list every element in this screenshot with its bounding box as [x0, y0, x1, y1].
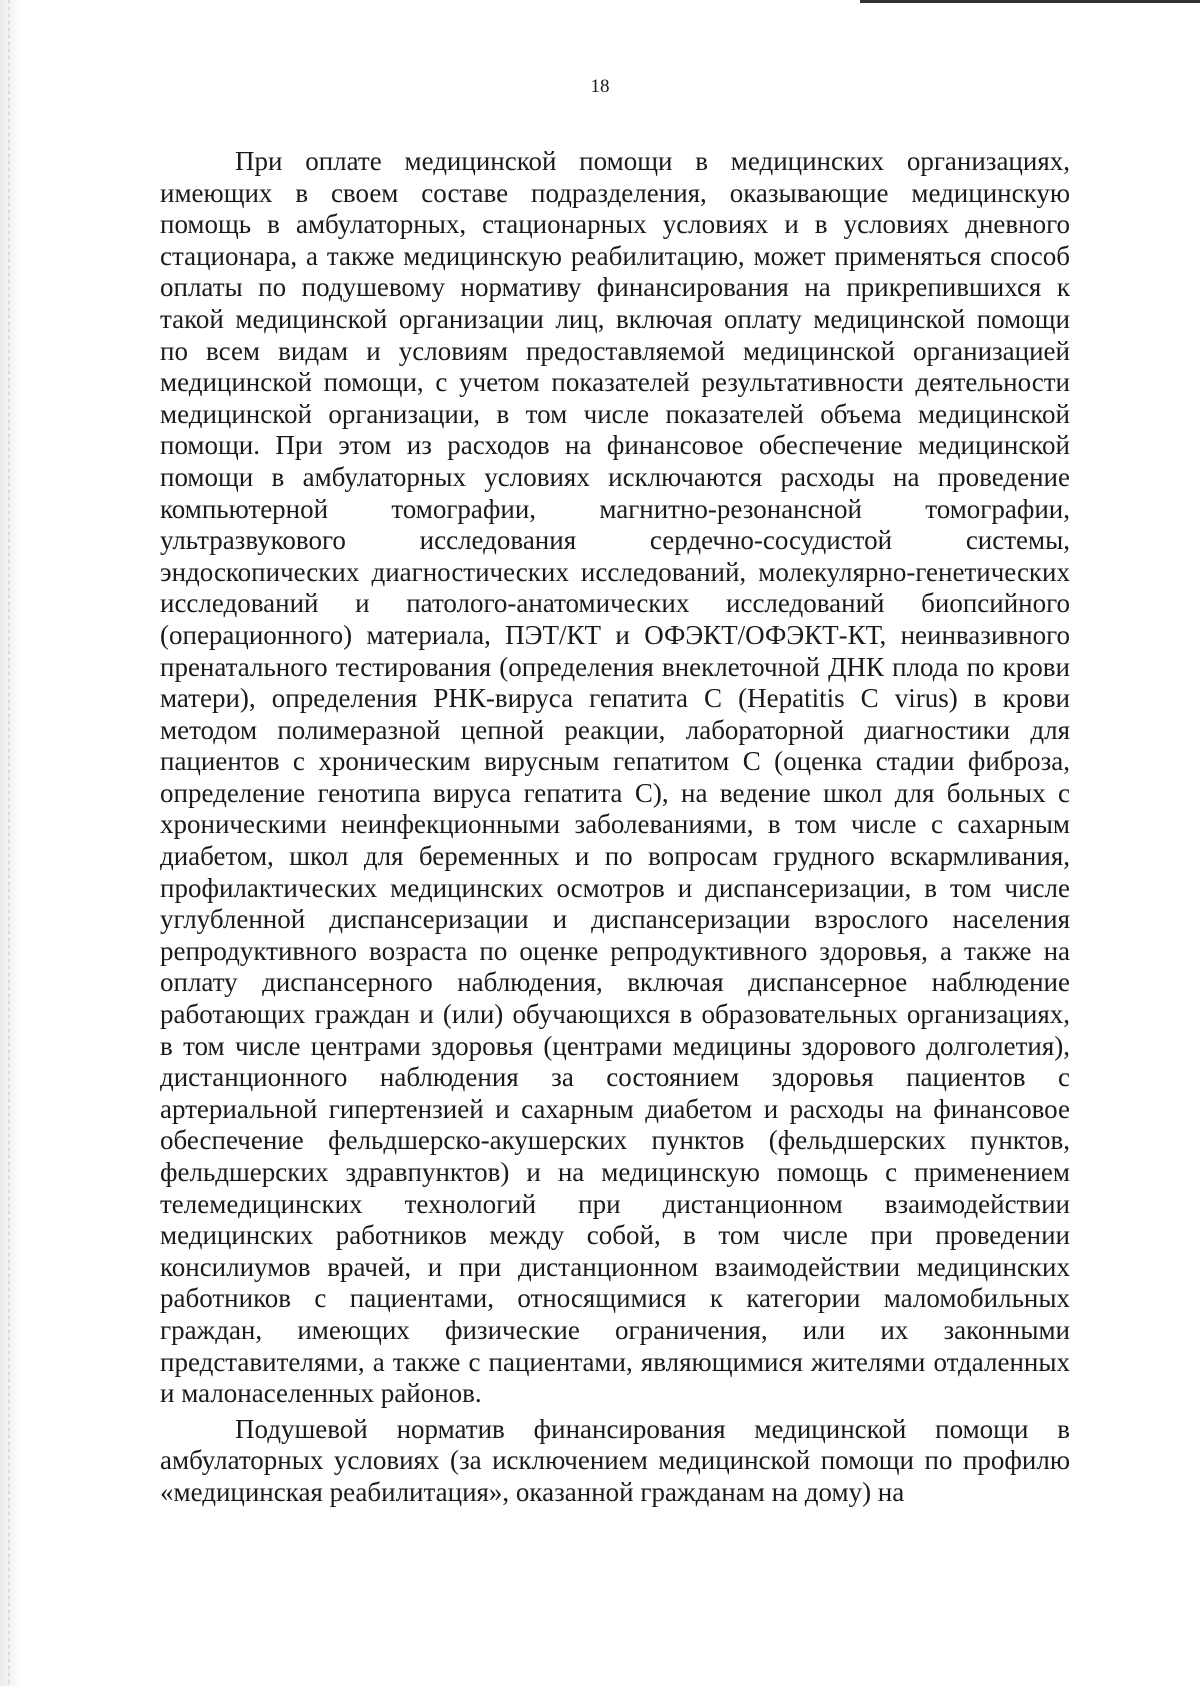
document-body: [160, 146, 1070, 1509]
scan-top-rule: [860, 0, 1200, 3]
scan-edge-shadow: [0, 0, 22, 1686]
paragraph-per-capita-standard: Подушевой норматив финансирования медицинской помощи в амбулаторных условиях (за исключением медицинской помощи по профилю «медицинская реабилитация», оказанной гражданам на дому) на: [160, 1413, 1070, 1507]
page-number: 18: [590, 76, 610, 97]
paragraph-payment-methods: При оплате медицинской помощи в медицинских организациях, имеющих в своем составе подразделения, оказывающие медицинскую помощь в амбулаторных, стационарных условиях и в условиях дневного стационара, а также медицинскую реабилитацию, может применяться способ оплаты по подушевому нормативу финансирования на прикрепившихся к такой медицинской организации лиц, включая оплату медицинской помощи по всем видам и условиям предоставляемой медицинской организацией медицинской помощи, с учетом показателей результативности деятельности медицинской организации, в том числе показателей объема медицинской помощи. При этом из расходов на финансовое обеспечение медицинской помощи в амбулаторных условиях исключаются расходы на проведение компьютерной томографии, магнитно-резонансной томографии, ультразвукового исследования сердечно-сосудистой системы, эндоскопических диагностических исследований, молекулярно-генетических исследований и патолого-анатомических исследований биопсийного (операционного) материала, ПЭТ/КТ и ОФЭКТ/ОФЭКТ-КТ, неинвазивного пренатального тестирования (определения внеклеточной ДНК плода по крови матери), определения РНК-вируса гепатита С (Hepatitis C virus) в крови методом полимеразной цепной реакции, лабораторной диагностики для пациентов с хроническим вирусным гепатитом С (оценка стадии фиброза, определение генотипа вируса гепатита С), на ведение школ для больных с хроническими неинфекционными заболеваниями, в том числе с сахарным диабетом, школ для беременных и по вопросам грудного вскармливания, профилактических медицинских осмотров и диспансеризации, в том числе углубленной диспансеризации и диспансеризации взрослого населения репродуктивного возраста по оценке репродуктивного здоровья, а также на оплату диспансерного наблюдения, включая диспансерное наблюдение работающих граждан и (или) обучающихся в образовательных организациях, в том числе центрами здоровья (центрами медицины здорового долголетия), дистанционного наблюдения за состоянием здоровья пациентов с артериальной гипертензией и сахарным диабетом и расходы на финансовое обеспечение фельдшерско-акушерских пунктов (фельдшерских пунктов, фельдшерских здравпунктов) и на медицинскую помощь с применением телемедицинских технологий при дистанционном взаимодействии медицинских работников между собой, в том числе при проведении консилиумов врачей, и при дистанционном взаимодействии медицинских работников с пациентами, относящимися к категории маломобильных граждан, имеющих физические ограничения, или их законными представителями, а также с пациентами, являющимися жителями отдаленных и малонаселенных районов.: [160, 146, 1070, 1409]
